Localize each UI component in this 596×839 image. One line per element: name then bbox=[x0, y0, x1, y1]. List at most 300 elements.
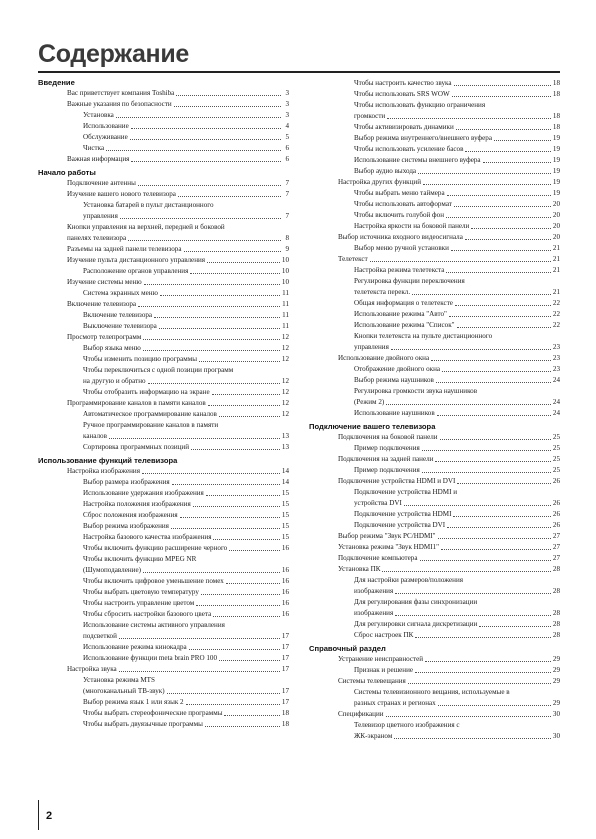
toc-entry-line bbox=[309, 265, 560, 276]
toc-entry-line bbox=[309, 608, 560, 619]
toc-entry[interactable] bbox=[38, 420, 289, 442]
toc-entry-line bbox=[38, 609, 289, 620]
toc-entry[interactable] bbox=[38, 310, 289, 321]
toc-entry-page: 14 bbox=[281, 478, 289, 486]
toc-entry-page: 29 bbox=[552, 666, 560, 674]
dot-leader bbox=[441, 549, 551, 550]
toc-entry-title: Настройка базового качества изображения bbox=[83, 533, 212, 541]
toc-entry-page: 26 bbox=[552, 521, 560, 529]
toc-entry[interactable] bbox=[38, 442, 289, 453]
toc-entry-page: 11 bbox=[282, 300, 289, 308]
dot-leader bbox=[190, 273, 280, 274]
toc-entry-line bbox=[309, 353, 560, 364]
toc-entry-page: 19 bbox=[552, 167, 560, 175]
toc-entry-title: Выбор размера изображения bbox=[83, 478, 170, 486]
toc-entry-title: Включение телевизора bbox=[67, 300, 137, 308]
toc-entry-title: Выбор режима внутреннего/внешнего вуфера bbox=[354, 134, 492, 142]
toc-entry[interactable] bbox=[38, 554, 289, 576]
toc-entry-line bbox=[38, 189, 289, 200]
toc-entry-page: 30 bbox=[552, 732, 560, 740]
toc-entry-title: Чтобы выбрать цветовую температуру bbox=[83, 588, 199, 596]
toc-entry-page: 10 bbox=[281, 267, 289, 275]
toc-entry-page: 19 bbox=[552, 178, 560, 186]
dot-leader bbox=[465, 151, 550, 152]
toc-entry-page: 3 bbox=[285, 100, 289, 108]
toc-entry-page: 16 bbox=[281, 610, 289, 618]
toc-entry-line bbox=[38, 88, 289, 99]
toc-entry-page: 12 bbox=[281, 333, 289, 341]
toc-entry[interactable] bbox=[38, 354, 289, 365]
toc-entry[interactable] bbox=[38, 88, 289, 99]
toc-entry[interactable] bbox=[38, 143, 289, 154]
toc-section-heading: Начало работы bbox=[38, 168, 96, 177]
dot-leader bbox=[422, 450, 551, 451]
dot-leader bbox=[189, 649, 280, 650]
toc-entry-title: Использование режима "Список" bbox=[354, 321, 455, 329]
toc-entry-line bbox=[38, 387, 289, 398]
toc-entry[interactable] bbox=[38, 642, 289, 653]
toc-entry[interactable] bbox=[309, 254, 560, 265]
dot-leader bbox=[201, 594, 280, 595]
toc-entry-title: Чтобы выбрать меню таймера bbox=[354, 189, 445, 197]
toc-entry-line bbox=[38, 664, 289, 675]
toc-entry-title: Чтобы сбросить настройки базового цвета bbox=[83, 610, 212, 618]
toc-entry-page: 27 bbox=[552, 543, 560, 551]
toc-entry-title: Настройка яркости на боковой панели bbox=[354, 222, 470, 230]
toc-entry-line bbox=[38, 510, 289, 521]
toc-entry-line bbox=[38, 719, 289, 730]
toc-entry[interactable] bbox=[309, 443, 560, 454]
toc-entry-page: 10 bbox=[281, 278, 289, 286]
dot-leader bbox=[386, 404, 551, 405]
toc-entry-page: 12 bbox=[281, 344, 289, 352]
toc-entry-line bbox=[38, 532, 289, 543]
toc-entry-title: Использование bbox=[83, 122, 129, 130]
toc-entry-title: Использование режима "Авто" bbox=[354, 310, 447, 318]
toc-entry-page: 25 bbox=[552, 466, 560, 474]
toc-entry-title: управления bbox=[354, 343, 389, 351]
dot-leader bbox=[207, 262, 280, 263]
toc-entry-line bbox=[309, 188, 560, 199]
dot-leader bbox=[451, 250, 551, 251]
toc-entry-title: Включение телевизора bbox=[83, 311, 153, 319]
dot-leader bbox=[454, 206, 551, 207]
toc-entry-title: Выбор режима язык 1 или язык 2 bbox=[83, 698, 184, 706]
toc-entry-line bbox=[309, 122, 560, 133]
toc-entry-title: Чтобы настроить управление цветом bbox=[83, 599, 195, 607]
toc-entry[interactable] bbox=[309, 432, 560, 443]
dot-leader bbox=[167, 693, 280, 694]
toc-entry[interactable] bbox=[38, 609, 289, 620]
toc-entry-title: Настройка режима телетекста bbox=[354, 266, 445, 274]
toc-entry[interactable] bbox=[309, 364, 560, 375]
toc-entry[interactable] bbox=[38, 532, 289, 543]
dot-leader bbox=[446, 272, 550, 273]
toc-entry-page: 28 bbox=[552, 565, 560, 573]
dot-leader bbox=[120, 218, 281, 219]
toc-entry[interactable] bbox=[38, 266, 289, 277]
toc-entry-title: Чтобы использовать SRS WOW bbox=[354, 90, 450, 98]
toc-entry[interactable] bbox=[38, 587, 289, 598]
toc-entry[interactable] bbox=[309, 232, 560, 243]
toc-entry-page: 17 bbox=[281, 632, 289, 640]
dot-leader bbox=[437, 415, 551, 416]
toc-entry-line bbox=[309, 144, 560, 155]
toc-entry-line bbox=[309, 509, 560, 520]
toc-entry[interactable] bbox=[38, 719, 289, 730]
toc-entry[interactable] bbox=[38, 488, 289, 499]
toc-entry-title: Просмотр телепрограмм bbox=[67, 333, 142, 341]
toc-entry[interactable] bbox=[38, 398, 289, 409]
toc-entry-page: 29 bbox=[552, 655, 560, 663]
toc-entry[interactable] bbox=[309, 122, 560, 133]
toc-entry-page: 26 bbox=[552, 499, 560, 507]
dot-leader bbox=[229, 550, 280, 551]
toc-entry-title: Подключение устройства HDMI и DVI bbox=[338, 477, 456, 485]
dot-leader bbox=[184, 251, 282, 252]
toc-entry[interactable] bbox=[309, 564, 560, 575]
toc-entry[interactable] bbox=[309, 276, 560, 298]
toc-entry[interactable] bbox=[309, 465, 560, 476]
dot-leader bbox=[212, 394, 280, 395]
toc-entry[interactable] bbox=[38, 675, 289, 697]
toc-entry[interactable] bbox=[309, 476, 560, 487]
toc-entry[interactable] bbox=[38, 521, 289, 532]
toc-entry[interactable] bbox=[309, 166, 560, 177]
toc-entry-lead: Кнопки телетекста на пульте дистанционного bbox=[354, 332, 493, 340]
toc-entry-title: Чтобы отобразить информацию на экране bbox=[83, 388, 210, 396]
toc-entry[interactable] bbox=[309, 386, 560, 408]
toc-entry-line bbox=[309, 408, 560, 419]
toc-entry[interactable] bbox=[38, 576, 289, 587]
toc-entry[interactable] bbox=[309, 665, 560, 676]
toc-entry-line bbox=[38, 110, 289, 121]
dot-leader bbox=[226, 583, 280, 584]
toc-entry[interactable] bbox=[38, 664, 289, 675]
toc-entry[interactable] bbox=[309, 309, 560, 320]
toc-entry-lead: Чтобы включить функцию MPEG NR bbox=[83, 555, 197, 563]
toc-entry-line bbox=[309, 320, 560, 331]
toc-entry[interactable] bbox=[38, 277, 289, 288]
toc-entry-page: 24 bbox=[552, 398, 560, 406]
toc-entry-line bbox=[38, 576, 289, 587]
dot-leader bbox=[415, 672, 551, 673]
toc-entry-title: Настройка звука bbox=[67, 665, 117, 673]
toc-entry-page: 27 bbox=[552, 554, 560, 562]
toc-entry-line bbox=[38, 653, 289, 664]
toc-entry-title: Автоматическое программирование каналов bbox=[83, 410, 217, 418]
toc-entry-page: 15 bbox=[281, 500, 289, 508]
toc-entry-line bbox=[38, 321, 289, 332]
toc-entry[interactable] bbox=[309, 687, 560, 709]
dot-leader bbox=[131, 161, 281, 162]
toc-entry-title: Выбор аудио выхода bbox=[354, 167, 417, 175]
dot-leader bbox=[370, 261, 551, 262]
toc-entry-title: Изучение вашего нового телевизора bbox=[67, 190, 176, 198]
toc-entry[interactable] bbox=[38, 288, 289, 299]
toc-entry-line bbox=[309, 586, 560, 597]
toc-entry-title: Спецификации bbox=[338, 710, 384, 718]
toc-entry-page: 7 bbox=[285, 212, 289, 220]
dot-leader bbox=[394, 738, 551, 739]
toc-entry[interactable] bbox=[309, 221, 560, 232]
toc-entry[interactable] bbox=[309, 353, 560, 364]
dot-leader bbox=[106, 150, 281, 151]
toc-entry-line bbox=[38, 299, 289, 310]
toc-entry-title: Использование удержания изображения bbox=[83, 489, 204, 497]
toc-entry-page: 12 bbox=[281, 410, 289, 418]
toc-entry[interactable] bbox=[309, 133, 560, 144]
toc-entry-page: 21 bbox=[552, 266, 560, 274]
toc-entry-line bbox=[38, 277, 289, 288]
toc-entry-page: 19 bbox=[552, 156, 560, 164]
toc-entry-title: Чтобы включить функцию расширение черного bbox=[83, 544, 228, 552]
toc-entry-line bbox=[38, 477, 289, 488]
toc-entry[interactable] bbox=[309, 100, 560, 122]
toc-entry-page: 17 bbox=[281, 643, 289, 651]
toc-entry-title: Устранение неисправностей bbox=[338, 655, 424, 663]
toc-entry-line bbox=[309, 309, 560, 320]
toc-entry[interactable] bbox=[309, 199, 560, 210]
dot-leader bbox=[447, 527, 551, 528]
dot-leader bbox=[479, 626, 551, 627]
toc-entry[interactable] bbox=[309, 676, 560, 687]
toc-entry[interactable] bbox=[38, 653, 289, 664]
toc-entry-page: 16 bbox=[281, 599, 289, 607]
toc-entry-title: Изучение системы меню bbox=[67, 278, 142, 286]
toc-entry-page: 29 bbox=[552, 677, 560, 685]
toc-entry-title: каналов bbox=[83, 432, 107, 440]
toc-entry-title: Сброс настроек ПК bbox=[354, 631, 414, 639]
toc-entry-page: 23 bbox=[552, 354, 560, 362]
toc-entry-title: Признак и решение bbox=[354, 666, 414, 674]
toc-entry-line bbox=[309, 375, 560, 386]
toc-entry-line bbox=[38, 598, 289, 609]
toc-entry-line bbox=[309, 531, 560, 542]
toc-entry[interactable] bbox=[309, 408, 560, 419]
toc-entry-page: 12 bbox=[281, 399, 289, 407]
toc-entry-line bbox=[309, 243, 560, 254]
toc-entry-line bbox=[309, 619, 560, 630]
toc-entry[interactable] bbox=[38, 510, 289, 521]
toc-entry-title: Подключение устройства HDMI bbox=[354, 510, 452, 518]
toc-entry[interactable] bbox=[309, 654, 560, 665]
toc-entry-line bbox=[309, 199, 560, 210]
toc-entry[interactable] bbox=[38, 332, 289, 343]
toc-entry[interactable] bbox=[309, 553, 560, 564]
toc-entry[interactable] bbox=[309, 243, 560, 254]
toc-entry[interactable] bbox=[309, 454, 560, 465]
toc-entry[interactable] bbox=[309, 531, 560, 542]
toc-entry-lead: Чтобы использовать функцию ограничения bbox=[354, 101, 486, 109]
toc-entry-page: 19 bbox=[552, 134, 560, 142]
toc-entry-lead: Кнопки управления на верхней, передней и боковой bbox=[67, 223, 225, 231]
toc-entry-title: Выбор режима наушников bbox=[354, 376, 434, 384]
toc-entry-page: 7 bbox=[285, 190, 289, 198]
toc-entry[interactable] bbox=[38, 154, 289, 165]
toc-entry-line bbox=[309, 676, 560, 687]
toc-entry[interactable] bbox=[309, 265, 560, 276]
dot-leader bbox=[196, 605, 280, 606]
toc-entry[interactable] bbox=[38, 178, 289, 189]
toc-entry-page: 17 bbox=[281, 665, 289, 673]
toc-entry-title: Изучение пульта дистанционного управления bbox=[67, 256, 206, 264]
toc-entry-lead: Установка режима MTS bbox=[83, 676, 155, 684]
dot-leader bbox=[138, 306, 280, 307]
toc-entry-line bbox=[309, 364, 560, 375]
toc-entry-page: 20 bbox=[552, 233, 560, 241]
toc-entry-page: 16 bbox=[281, 577, 289, 585]
toc-entry[interactable] bbox=[309, 619, 560, 630]
toc-entry[interactable] bbox=[309, 575, 560, 597]
toc-entry-title: Настройка других функций bbox=[338, 178, 421, 186]
toc-entry[interactable] bbox=[38, 620, 289, 642]
toc-entry-page: 23 bbox=[552, 343, 560, 351]
toc-entry-line bbox=[38, 642, 289, 653]
toc-entry[interactable] bbox=[38, 477, 289, 488]
toc-section-heading: Введение bbox=[38, 78, 75, 87]
toc-entry-page: 7 bbox=[285, 179, 289, 187]
toc-entry-title: Расположение органов управления bbox=[83, 267, 189, 275]
dot-leader bbox=[178, 196, 281, 197]
toc-entry[interactable] bbox=[309, 177, 560, 188]
toc-entry-line bbox=[38, 255, 289, 266]
toc-entry-title: Телетекст bbox=[338, 255, 368, 263]
dot-leader bbox=[415, 637, 551, 638]
toc-entry[interactable] bbox=[38, 222, 289, 244]
dot-leader bbox=[131, 128, 281, 129]
toc-entry[interactable] bbox=[38, 343, 289, 354]
toc-entry-line bbox=[309, 542, 560, 553]
toc-entry[interactable] bbox=[309, 188, 560, 199]
toc-entry-page: 8 bbox=[285, 234, 289, 242]
toc-entry-title: Общая информация о телетексте bbox=[354, 299, 453, 307]
toc-entry[interactable] bbox=[309, 89, 560, 100]
toc-entry-line bbox=[38, 266, 289, 277]
dot-leader bbox=[119, 638, 280, 639]
toc-entry[interactable] bbox=[309, 375, 560, 386]
toc-entry-page: 14 bbox=[281, 467, 289, 475]
toc-entry-title: Настройка положения изображения bbox=[83, 500, 191, 508]
dot-leader bbox=[483, 162, 551, 163]
toc-entry[interactable] bbox=[309, 597, 560, 619]
toc-entry[interactable] bbox=[38, 598, 289, 609]
toc-entry-page: 30 bbox=[552, 710, 560, 718]
toc-entry-page: 6 bbox=[285, 144, 289, 152]
toc-entry-title: Использование системы внешнего вуфера bbox=[354, 156, 481, 164]
toc-entry[interactable] bbox=[38, 365, 289, 387]
toc-entry-line bbox=[309, 630, 560, 641]
toc-entry[interactable] bbox=[309, 509, 560, 520]
toc-entry[interactable] bbox=[309, 320, 560, 331]
toc-entry-line bbox=[309, 133, 560, 144]
toc-entry[interactable] bbox=[309, 630, 560, 641]
toc-entry-line bbox=[309, 443, 560, 454]
toc-entry-page: 3 bbox=[285, 89, 289, 97]
toc-entry[interactable] bbox=[38, 255, 289, 266]
toc-entry-title: Чтобы включить голубой фон bbox=[354, 211, 444, 219]
toc-entry-title: Чистка bbox=[83, 144, 105, 152]
toc-entry-title: Чтобы выбрать двуязычные программы bbox=[83, 720, 203, 728]
dot-leader bbox=[404, 505, 551, 506]
dot-leader bbox=[160, 295, 280, 296]
dot-leader bbox=[186, 704, 280, 705]
toc-entry[interactable] bbox=[309, 542, 560, 553]
toc-entry[interactable] bbox=[309, 487, 560, 509]
dot-leader bbox=[386, 716, 551, 717]
dot-leader bbox=[382, 571, 550, 572]
toc-entry-title: Установка ПК bbox=[338, 565, 381, 573]
toc-entry-title: изображения bbox=[354, 609, 394, 617]
page-title: Содержание bbox=[38, 40, 190, 68]
toc-entry[interactable] bbox=[38, 697, 289, 708]
toc-entry-page: 15 bbox=[281, 489, 289, 497]
toc-entry[interactable] bbox=[309, 78, 560, 89]
toc-entry[interactable] bbox=[309, 709, 560, 720]
dot-leader bbox=[176, 95, 281, 96]
toc-entry-page: 28 bbox=[552, 620, 560, 628]
toc-entry[interactable] bbox=[38, 244, 289, 255]
toc-entry[interactable] bbox=[38, 387, 289, 398]
toc-entry[interactable] bbox=[38, 299, 289, 310]
toc-entry-line bbox=[309, 298, 560, 309]
toc-entry[interactable] bbox=[38, 132, 289, 143]
toc-entry-line bbox=[38, 521, 289, 532]
toc-entry-title: Пример подключения bbox=[354, 444, 420, 452]
toc-entry[interactable] bbox=[309, 331, 560, 353]
page-number: 2 bbox=[46, 810, 53, 822]
dot-leader bbox=[412, 294, 551, 295]
toc-entry-line bbox=[309, 89, 560, 100]
toc-entry-title: Сброс положения изображения bbox=[83, 511, 178, 519]
dot-leader bbox=[456, 129, 551, 130]
toc-entry-line bbox=[38, 442, 289, 453]
dot-leader bbox=[440, 439, 551, 440]
toc-entry-page: 28 bbox=[552, 587, 560, 595]
toc-entry[interactable] bbox=[38, 321, 289, 332]
dot-leader bbox=[172, 484, 280, 485]
toc-entry[interactable] bbox=[38, 200, 289, 222]
toc-entry[interactable] bbox=[38, 466, 289, 477]
toc-entry-title: Подключение компьютера bbox=[338, 554, 418, 562]
toc-entry[interactable] bbox=[309, 144, 560, 155]
toc-entry[interactable] bbox=[38, 189, 289, 200]
toc-entry-line bbox=[38, 543, 289, 554]
toc-entry-title: Выбор источника входного видеосигнала bbox=[338, 233, 463, 241]
toc-entry[interactable] bbox=[38, 121, 289, 132]
toc-entry-line bbox=[38, 244, 289, 255]
toc-entry[interactable] bbox=[309, 298, 560, 309]
dot-leader bbox=[457, 327, 551, 328]
toc-entry[interactable] bbox=[38, 110, 289, 121]
toc-entry-lead: Регулировка громкости звука наушников bbox=[354, 387, 478, 395]
dot-leader bbox=[391, 349, 551, 350]
toc-entry-title: Вас приветствует компания Toshiba bbox=[67, 89, 175, 97]
toc-entry-title: управления bbox=[83, 212, 118, 220]
toc-entry[interactable] bbox=[309, 520, 560, 531]
toc-entry[interactable] bbox=[38, 409, 289, 420]
toc-entry[interactable] bbox=[38, 543, 289, 554]
toc-entry[interactable] bbox=[309, 720, 560, 742]
toc-entry[interactable] bbox=[309, 155, 560, 166]
toc-entry[interactable] bbox=[38, 499, 289, 510]
toc-entry[interactable] bbox=[309, 210, 560, 221]
toc-entry-title: Подключения на задней панели bbox=[338, 455, 434, 463]
toc-entry[interactable] bbox=[38, 708, 289, 719]
toc-entry-line bbox=[309, 155, 560, 166]
toc-entry-line bbox=[309, 78, 560, 89]
toc-entry[interactable] bbox=[38, 99, 289, 110]
